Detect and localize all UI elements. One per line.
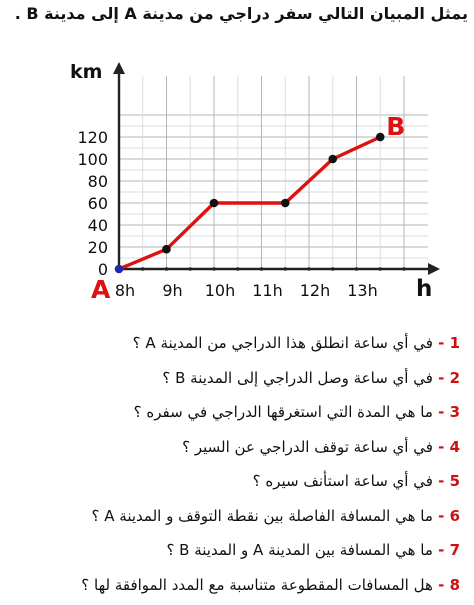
question-text: ما هي المسافة بين المدينة A و المدينة B ؟ — [166, 541, 433, 559]
x-axis-dot — [307, 267, 311, 271]
question-item — [10, 499, 460, 534]
question-text: هل المسافات المقطوعة متناسبة مع المدد الموافقة لها ؟ — [81, 575, 433, 594]
x-tick-label: 9h — [162, 281, 183, 300]
question-text: في أي ساعة استأنف سيره ؟ — [252, 472, 433, 490]
question-item — [10, 533, 460, 568]
x-axis-dot — [141, 267, 145, 271]
y-tick-label: 40 — [87, 216, 108, 235]
question-number: 1 - — [432, 334, 460, 352]
data-point — [115, 265, 124, 274]
x-axis-dot — [378, 267, 382, 271]
x-axis-label: h — [416, 276, 433, 302]
question-text: في أي ساعة وصل الدراجي إلى المدينة B ؟ — [162, 368, 433, 387]
page-title: يمثل المبيان التالي سفر دراجي من مدينة A إلى مدينة B . — [14, 4, 468, 23]
x-tick-label: 11h — [252, 281, 283, 300]
x-axis-dot — [355, 267, 359, 271]
x-axis-arrow — [428, 263, 440, 275]
question-number: 6 - — [432, 506, 460, 525]
question-text: في أي ساعة توقف الدراجي عن السير ؟ — [182, 437, 433, 456]
chart-grid — [119, 76, 428, 269]
y-axis-label: km — [70, 61, 103, 83]
question-item — [10, 361, 460, 396]
x-axis-dot — [236, 267, 240, 271]
distance-time-chart — [0, 50, 474, 305]
question-text: ما هي المدة التي استغرقها الدراجي في سفره ؟ — [133, 403, 433, 421]
data-point — [162, 245, 171, 254]
y-tick-label: 60 — [87, 194, 108, 213]
x-tick-label: 12h — [299, 281, 331, 300]
question-number: 8 - — [432, 575, 460, 594]
x-tick-label: 13h — [347, 281, 378, 300]
x-axis-dot — [212, 267, 216, 271]
x-axis-dot — [331, 267, 335, 271]
x-tick-label: 8h — [114, 281, 136, 300]
x-axis-dot — [402, 267, 406, 271]
y-tick-label: 20 — [87, 238, 108, 257]
chart-axes — [113, 62, 440, 275]
question-item — [10, 430, 460, 465]
question-item — [10, 464, 460, 499]
x-tick-label: 10h — [204, 281, 236, 300]
x-axis-dot — [165, 267, 169, 271]
point-a-label: A — [91, 275, 111, 304]
question-list — [10, 326, 460, 602]
y-tick-label: 80 — [87, 172, 108, 191]
y-tick-label: 0 — [97, 260, 108, 279]
question-number: 3 - — [432, 403, 460, 421]
question-text: في أي ساعة انطلق هذا الدراجي من المدينة A ؟ — [132, 334, 433, 352]
y-axis-arrow — [113, 62, 125, 74]
x-axis-dot — [188, 267, 192, 271]
data-point — [210, 199, 219, 208]
point-b-label: B — [386, 112, 406, 141]
data-point — [281, 199, 290, 208]
question-number: 2 - — [432, 368, 460, 387]
question-text: ما هي المسافة الفاصلة بين نقطة التوقف و المدينة A ؟ — [91, 506, 433, 525]
question-item — [10, 568, 460, 603]
question-number: 5 - — [432, 472, 460, 490]
question-number: 7 - — [432, 541, 460, 559]
question-item — [10, 326, 460, 361]
x-axis-dot — [283, 267, 287, 271]
x-axis-dot — [260, 267, 264, 271]
y-tick-label: 120 — [77, 128, 108, 147]
question-item — [10, 395, 460, 430]
data-point — [376, 133, 385, 142]
y-tick-label: 100 — [77, 150, 108, 169]
question-number: 4 - — [432, 437, 460, 456]
data-point — [328, 155, 337, 164]
